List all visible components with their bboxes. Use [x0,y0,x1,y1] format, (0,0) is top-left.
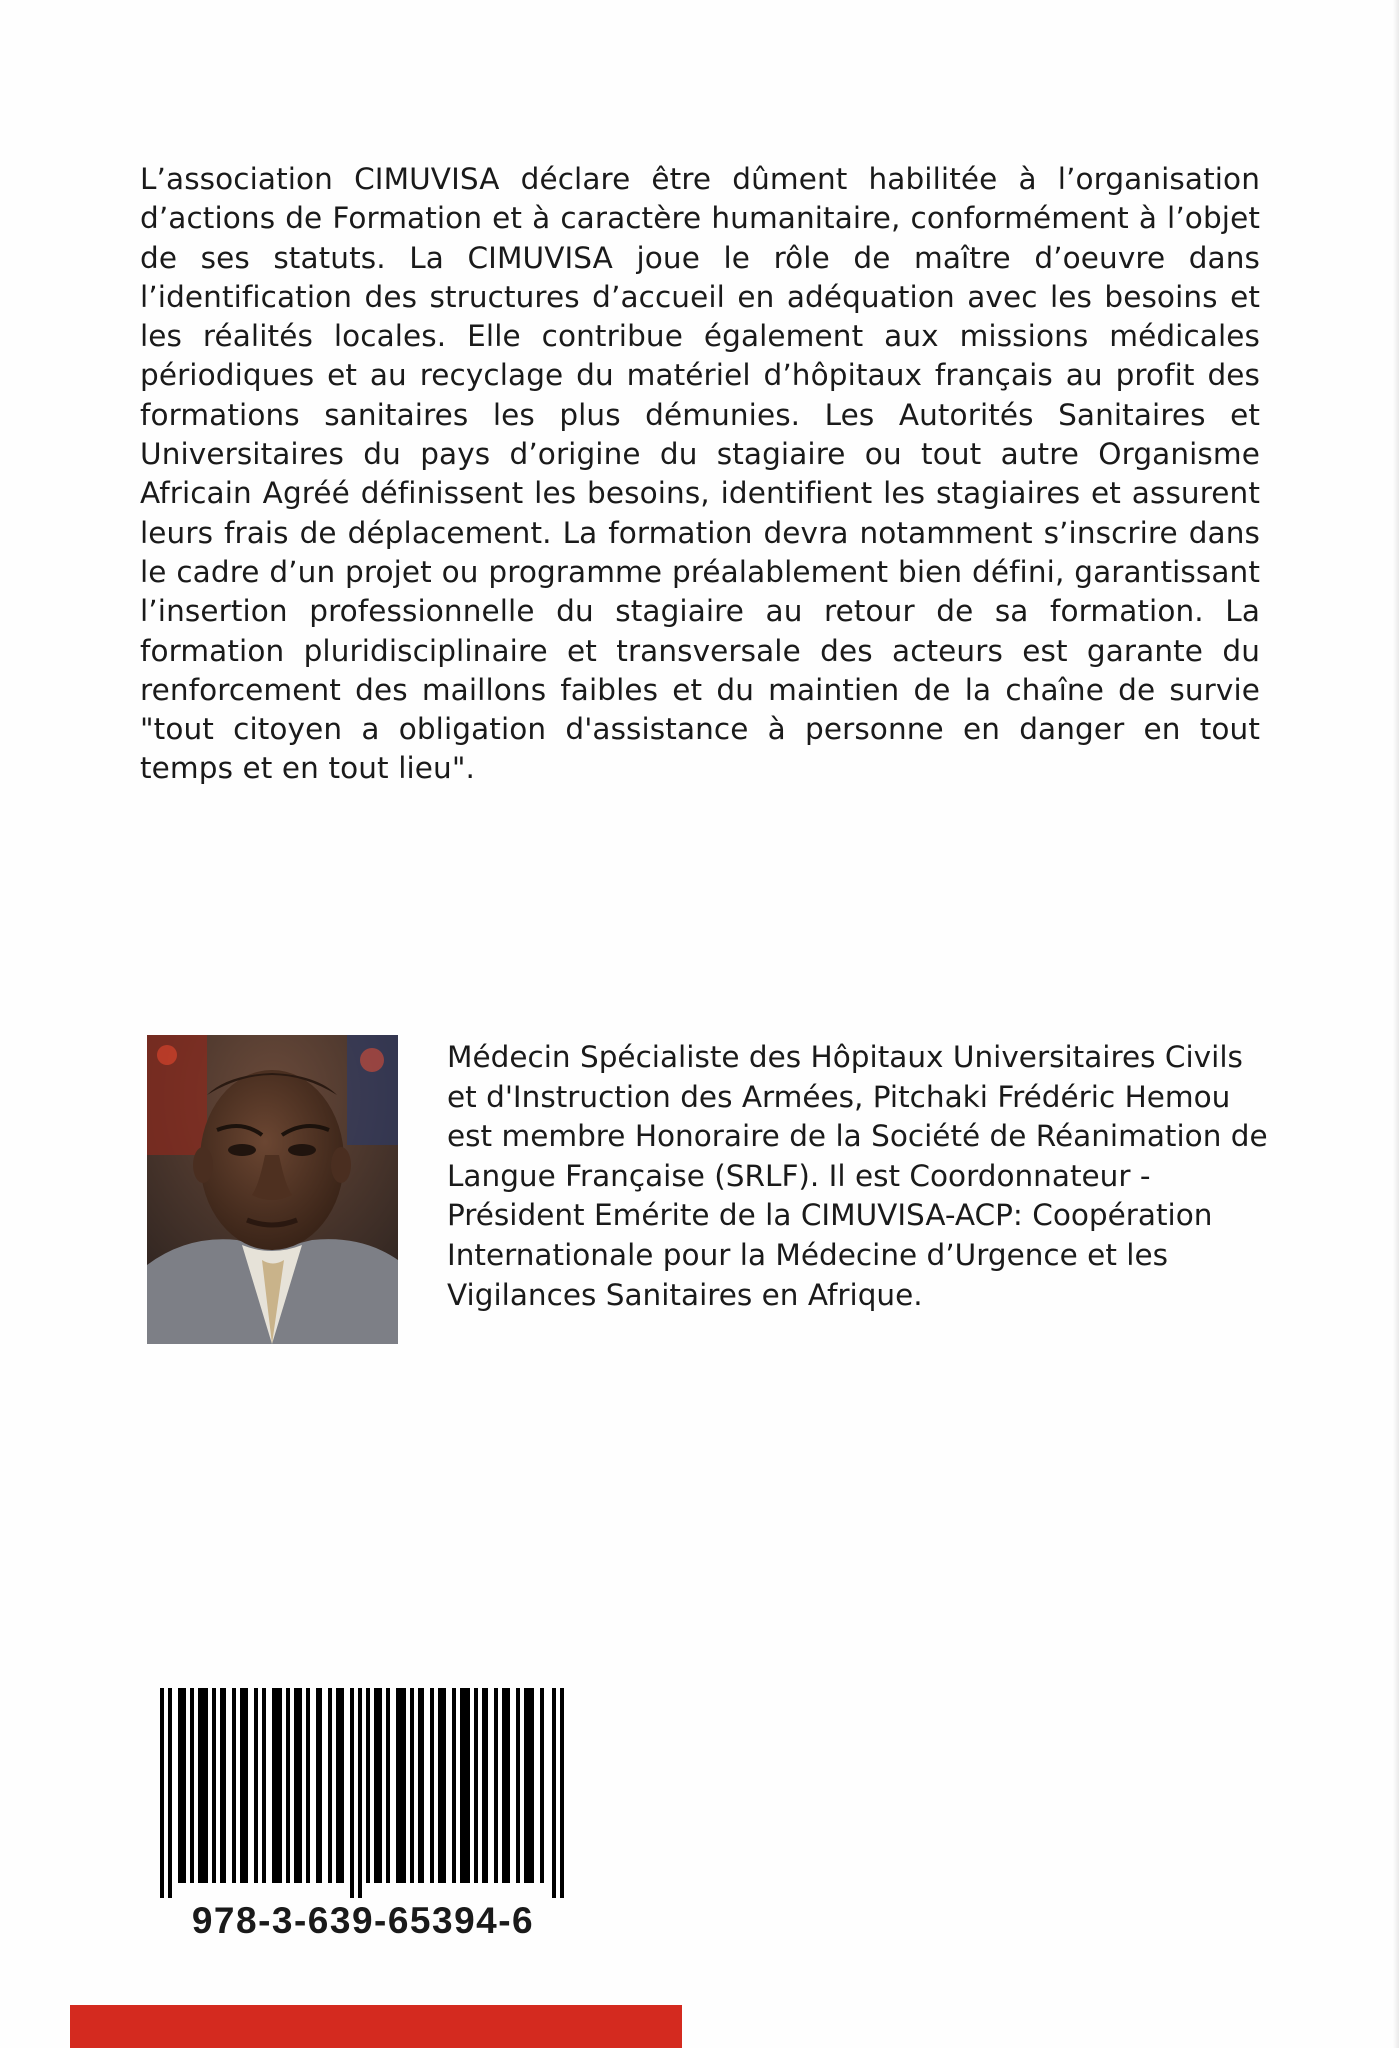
page-edge-shadow [1393,0,1399,2048]
isbn-barcode [160,1688,566,1898]
author-photo [147,1035,398,1344]
author-biography: Médecin Spécialiste des Hôpitaux Universitaires Civils et d'Instruction des Armées, Pitchaki Frédéric Hemou est membre Honoraire de la Société de Réanimation de Langue Française (SRLF). Il est Coordonnateur - Président Emérite de la CIMUVISA-ACP: Coopération Internationale pour la Médecine d’Urgence et les Vigilances Sanitaires en Afrique. [447,1040,1268,1312]
red-accent-band [70,2005,682,2048]
isbn-number: 978-3-639-65394-6 [191,1900,535,1941]
book-description: L’association CIMUVISA déclare être dûment habilitée à l’organisation d’actions de Formation et à caractère humanitaire, conformément à l’objet de ses statuts. La CIMUVISA joue le rôle de maître d’oeuvre dans l’identification des structures d’accueil en adéquation avec les besoins et les réalités locales. Elle contribue également aux missions médicales périodiques et au recyclage du matériel d’hôpitaux français au profit des formations sanitaires les plus démunies. Les Autorités Sanitaires et Universitaires du pays d’origine du stagiaire ou tout autre Organisme Africain Agréé définissent les besoins, identifient les stagiaires et assurent leurs frais de déplacement. La formation devra notamment s’inscrire dans le cadre d’un projet ou programme préalablement bien défini, garantissant l’insertion professionnelle du stagiaire au retour de sa formation. La formation pluridisciplinaire et transversale des acteurs est garante du renforcement des maillons faibles et du maintien de la chaîne de survie "tout citoyen a obligation d'assistance à personne en danger en tout temps et en tout lieu". [140,162,1260,786]
